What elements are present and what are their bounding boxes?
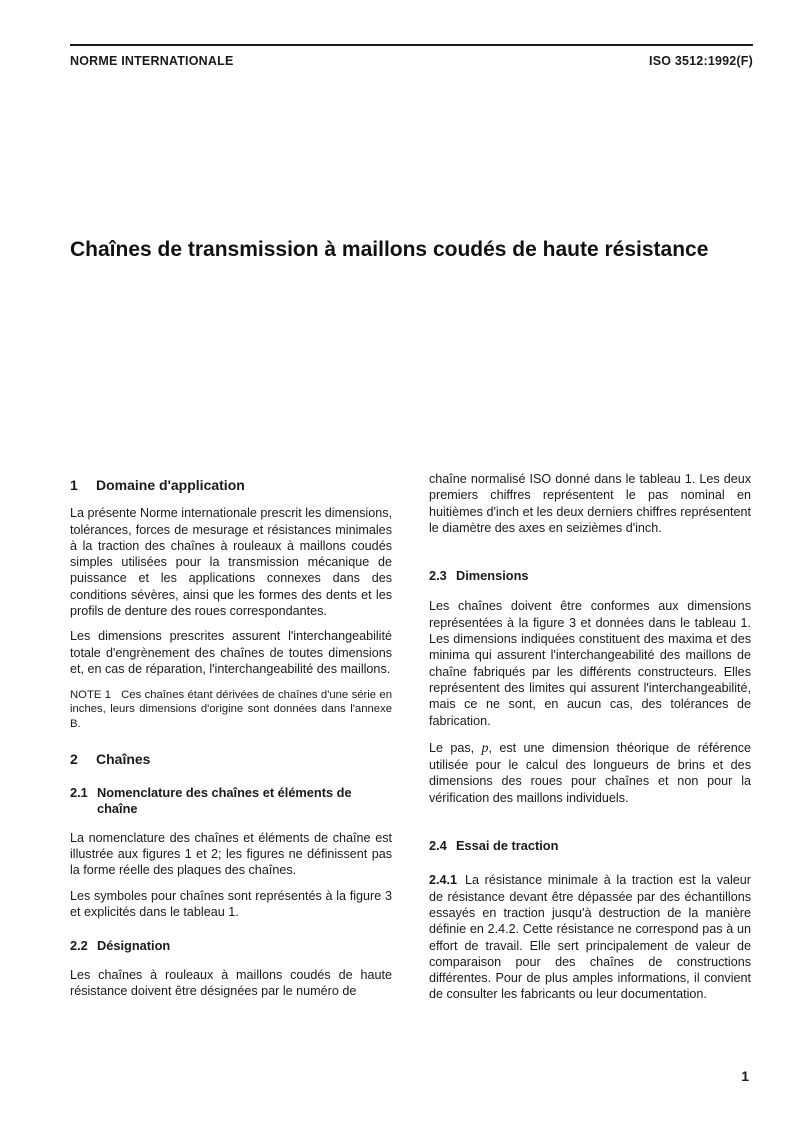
section-number: 2.3 [429,568,447,584]
right-column [429,471,751,1003]
paragraph: Les chaînes doivent être conformes aux dimensions représentées à la figure 3 et données dans le tableau 1. Les dimensions indiquées constituent des maxima et des minima qui assurent l'interchangeabilité des maillons de chaîne fabriqués par les différents constructeurs. Elles représentent des limites qui assurent l'interchangeabilité, mais ce ne sont, en aucun cas, des tolérances de fabrication. [429,599,751,728]
section-number: 2.2 [70,938,88,954]
page-number: 1 [741,1068,749,1084]
section-1-heading [70,477,392,493]
left-column [70,475,396,999]
section-2-3-heading [429,568,751,584]
section-title: Essai de traction [456,838,559,854]
section-title: Nomenclature des chaînes et éléments de chaîne [97,785,352,817]
section-2-2-heading [70,938,392,954]
pitch-symbol: p [481,740,489,756]
section-number: 2 [70,750,78,767]
paragraph: chaîne normalisé ISO donné dans le tableau 1. Les deux premiers chiffres représentent le pas nominal en huitièmes d'inch et les deux derniers chiffres représentent le diamètre des axes en seizièmes d'inch. [429,472,751,535]
paragraph: Les dimensions prescrites assurent l'interchangeabilité totale d'engrènement des chaînes de toutes dimensions et, en cas de réparation, l'interchangeabilité des maillons. [70,629,392,676]
paragraph: La présente Norme internationale prescrit les dimensions, tolérances, forces de mesurage et résistances minimales à la traction des chaînes à rouleaux à maillons coudés simples utilisées pour la transmission mécanique de puissance et les applications connexes dans des conditions sévères, ainsi que les formes des dents et les profils de denture des roues correspondantes. [70,506,393,619]
paragraph [429,872,751,1002]
section-title: Dimensions [456,568,529,584]
text-run: Le pas, [429,740,482,755]
note: NOTE 1 Ces chaînes étant dérivées de chaînes d'une série en inches, leurs dimensions d'origine sont données dans l'annexe B. [70,689,396,730]
header-rule [70,44,753,46]
document-title: Chaînes de transmission à maillons coudés de haute résistance [70,238,709,261]
section-2-heading [70,751,392,767]
section-title: Désignation [97,938,171,954]
section-2-4-heading [429,838,751,854]
section-number: 1 [70,477,78,493]
subsection-number: 2.4.1 [429,873,458,888]
header-standard-number: ISO 3512:1992(F) [649,54,753,68]
section-number: 2.4 [429,838,447,854]
section-2-1-heading [70,785,392,818]
text-run: , est une dimension théorique de référence utilisée pour le calcul des longueurs de brins et des dimensions des roues pour chaînes et non pour la vérification des maillons individuels. [429,740,751,805]
header-document-type: NORME INTERNATIONALE [70,54,234,68]
paragraph: Les chaînes à rouleaux à maillons coudés de haute résistance doivent être désignées par le numéro de [70,967,392,998]
text-run: La résistance minimale à la traction est la valeur de résistance devant être dépassée par des échantillons essayés en traction jusqu'à destruction de la manière définie en 2.4.2. Cette résistance ne correspond pas à un effort de travail. Elle sert principalement de valeur de comparaison pour des chaînes de constructions différentes. Pour de plus amples informations, il convient de consulter les fabricants ou leur documentation. [429,873,751,1002]
paragraph [429,740,751,806]
section-title: Chaînes [96,750,151,767]
paragraph: Les symboles pour chaînes sont représentés à la figure 3 et explicités dans le tableau 1. [70,888,392,919]
section-title: Domaine d'application [96,477,245,493]
section-number: 2.1 [70,785,88,801]
paragraph: La nomenclature des chaînes et éléments de chaîne est illustrée aux figures 1 et 2; les figures ne définissent pas la forme réelle des plaques des chaînes. [70,830,392,878]
